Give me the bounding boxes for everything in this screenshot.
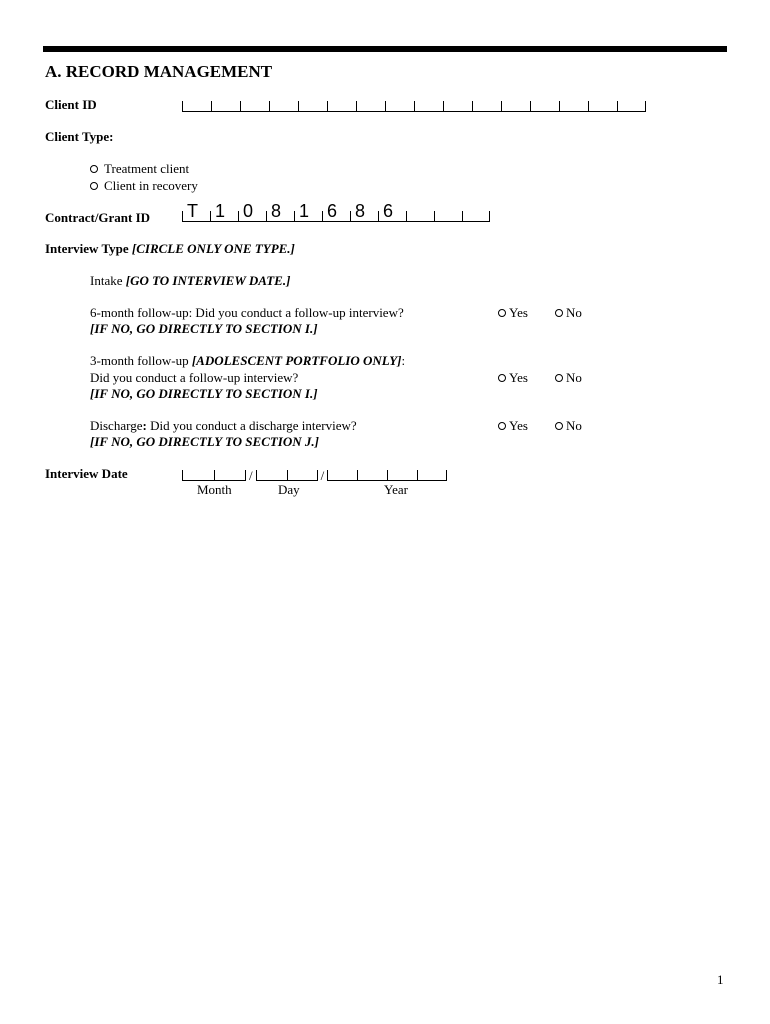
client-id-digit-box[interactable] xyxy=(530,101,559,112)
client-id-digit-box[interactable] xyxy=(269,101,298,112)
six-month-question: 6-month follow-up: Did you conduct a follow-up interview? xyxy=(90,305,404,320)
client-id-digit-box[interactable] xyxy=(298,101,327,112)
radio-circle-icon[interactable] xyxy=(555,309,563,317)
contract-grant-digit-box[interactable] xyxy=(462,211,490,222)
contract-grant-digit-box[interactable] xyxy=(322,201,350,222)
client-id-digit-box[interactable] xyxy=(559,101,588,112)
day-digit-box[interactable] xyxy=(287,470,318,481)
discharge-instruction: [IF NO, GO DIRECTLY TO SECTION J.] xyxy=(90,434,319,449)
contract-grant-digit: 6 xyxy=(327,201,338,221)
month-boxes[interactable] xyxy=(182,470,246,481)
day-caption: Day xyxy=(278,482,300,497)
interview-type-heading: Interview Type [CIRCLE ONLY ONE TYPE.] xyxy=(45,241,295,256)
contract-grant-label: Contract/Grant ID xyxy=(45,210,151,225)
interview-date-label: Interview Date xyxy=(45,466,128,481)
year-caption: Year xyxy=(384,482,408,497)
radio-circle-icon[interactable] xyxy=(555,374,563,382)
contract-grant-digit-box[interactable] xyxy=(182,201,210,222)
client-id-digit-box[interactable] xyxy=(182,101,211,112)
six-month-instruction: [IF NO, GO DIRECTLY TO SECTION I.] xyxy=(90,321,318,336)
day-digit-box[interactable] xyxy=(256,470,287,481)
contract-grant-digit: 8 xyxy=(355,201,366,221)
radio-circle-icon[interactable] xyxy=(555,422,563,430)
client-id-digit-box[interactable] xyxy=(443,101,472,112)
day-boxes[interactable] xyxy=(256,470,318,481)
date-separator: / xyxy=(249,468,253,483)
contract-grant-digit: 6 xyxy=(383,201,394,221)
client-type-option-treatment[interactable]: Treatment client xyxy=(90,161,189,177)
year-boxes[interactable] xyxy=(327,470,447,481)
month-caption: Month xyxy=(197,482,232,497)
year-digit-box[interactable] xyxy=(357,470,387,481)
contract-grant-digit: 0 xyxy=(243,201,254,221)
client-id-digit-box[interactable] xyxy=(472,101,501,112)
contract-grant-digit-box[interactable] xyxy=(294,201,322,222)
client-id-label: Client ID xyxy=(45,97,97,112)
page-number: 1 xyxy=(717,972,724,987)
radio-circle-icon[interactable] xyxy=(498,309,506,317)
contract-grant-digit: 1 xyxy=(215,201,226,221)
contract-grant-digit: 8 xyxy=(271,201,282,221)
client-id-digit-box[interactable] xyxy=(501,101,530,112)
contract-grant-digit-box[interactable] xyxy=(434,211,462,222)
month-digit-box[interactable] xyxy=(214,470,246,481)
year-digit-box[interactable] xyxy=(327,470,357,481)
contract-grant-digit: 1 xyxy=(299,201,310,221)
three-month-instruction: [IF NO, GO DIRECTLY TO SECTION I.] xyxy=(90,386,318,401)
three-month-yes[interactable]: Yes xyxy=(498,370,528,386)
client-type-label: Client Type: xyxy=(45,129,114,144)
contract-grant-digit-box[interactable] xyxy=(266,201,294,222)
client-id-digit-box[interactable] xyxy=(588,101,617,112)
contract-grant-digit-box[interactable] xyxy=(350,201,378,222)
date-separator: / xyxy=(320,468,325,483)
client-id-digit-box[interactable] xyxy=(617,101,646,112)
three-month-question: Did you conduct a follow-up interview? xyxy=(90,370,299,385)
client-id-digit-box[interactable] xyxy=(240,101,269,112)
radio-circle-icon[interactable] xyxy=(90,165,98,173)
contract-grant-digit: T xyxy=(187,201,198,221)
contract-grant-digit-box[interactable] xyxy=(210,201,238,222)
three-month-heading: 3-month follow-up [ADOLESCENT PORTFOLIO ONLY]: xyxy=(90,353,406,368)
client-id-digit-box[interactable] xyxy=(327,101,356,112)
client-id-digit-box[interactable] xyxy=(356,101,385,112)
section-title: A. RECORD MANAGEMENT xyxy=(45,62,273,81)
contract-grant-digit-box[interactable] xyxy=(378,201,406,222)
client-id-boxes[interactable] xyxy=(182,101,646,112)
discharge-yes[interactable]: Yes xyxy=(498,418,528,434)
six-month-yes[interactable]: Yes xyxy=(498,305,528,321)
intake-option[interactable]: Intake [GO TO INTERVIEW DATE.] xyxy=(90,273,291,288)
three-month-no[interactable]: No xyxy=(555,370,582,386)
discharge-question: Discharge: Did you conduct a discharge interview? xyxy=(90,418,357,433)
year-digit-box[interactable] xyxy=(417,470,447,481)
client-type-option-recovery[interactable]: Client in recovery xyxy=(90,178,198,194)
six-month-no[interactable]: No xyxy=(555,305,582,321)
discharge-no[interactable]: No xyxy=(555,418,582,434)
radio-circle-icon[interactable] xyxy=(498,422,506,430)
contract-grant-digit-box[interactable] xyxy=(406,211,434,222)
client-id-digit-box[interactable] xyxy=(385,101,414,112)
month-digit-box[interactable] xyxy=(182,470,214,481)
client-id-digit-box[interactable] xyxy=(211,101,240,112)
radio-circle-icon[interactable] xyxy=(498,374,506,382)
interview-date-boxes[interactable] xyxy=(182,470,447,481)
client-id-digit-box[interactable] xyxy=(414,101,443,112)
contract-grant-boxes[interactable] xyxy=(182,201,490,222)
year-digit-box[interactable] xyxy=(387,470,417,481)
top-rule xyxy=(43,46,727,52)
radio-circle-icon[interactable] xyxy=(90,182,98,190)
contract-grant-digit-box[interactable] xyxy=(238,201,266,222)
